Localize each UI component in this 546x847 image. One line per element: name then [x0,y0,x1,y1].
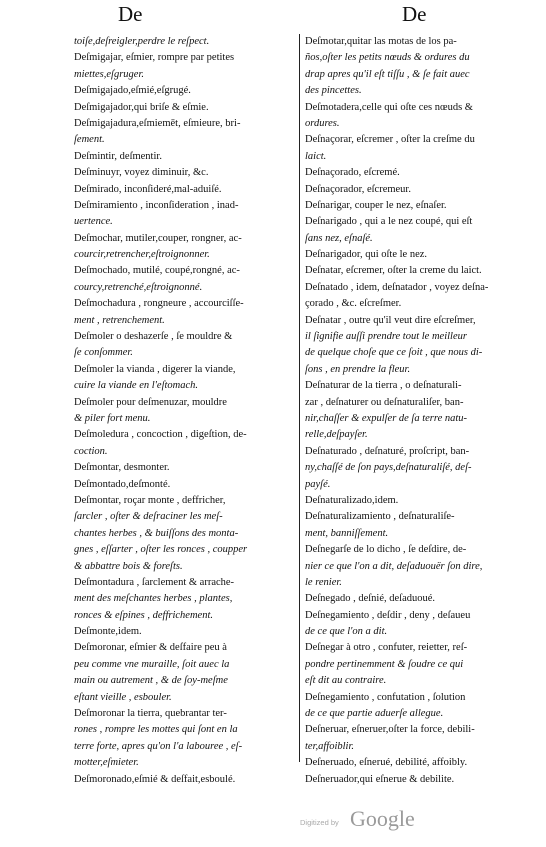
entry-line: Deſmoler o deshazerſe , ſe mouldre & [74,331,233,343]
entry-line: uertence. [74,216,113,228]
entry-line: & piler fort menu. [74,412,151,424]
entry-line: relle,deſpayſer. [305,429,368,441]
column-divider [299,34,300,762]
entry-line: Deſmintir, deſmentir. [74,150,162,162]
entry-line: coction. [74,445,108,457]
entry-line: Deſmochado, mutilé, coupé,rongné, ac- [74,265,240,277]
digitized-by-text: Digitized by [300,818,339,827]
entry-line: Deſneruado, eſnerué, debilité, affoibly. [305,757,468,769]
entry-line: courcy,retrenché,eſtroignonné. [74,281,203,293]
entry-line: Deſmoronar, eſmier & deſfaire peu à [74,642,227,654]
entry-line: toiſe,deſreigler,perdre le reſpect. [74,36,210,47]
entry-line: Deſnegar à otro , confuter, reietter, reſ- [305,642,468,654]
entry-line: ños,oſter les petits nœuds & ordures du [305,52,470,64]
entry-line: Deſmontar, desmonter. [74,462,170,474]
entry-line: terre forte, apres qu'on l'a labouree , eſ- [74,740,243,752]
entry-line: ordures. [305,117,340,129]
entry-line: Deſnarigar, couper le nez, eſnaſer. [305,199,447,211]
entry-line: Deſnatado , idem, deſnatador , voyez deſna- [305,281,489,293]
entry-line: Deſmiramiento , inconſideration , inad- [74,199,239,211]
entry-line: Deſneruador,qui eſnerue & debilite. [305,773,455,785]
entry-line: & abbattre bois & foreſts. [74,560,183,572]
entry-line: pondre pertinemment & ſoudre ce qui [305,658,464,670]
entry-line: Deſmotadera,celle qui oſte ces nœuds & [305,101,473,113]
entry-line: Deſnarigador, qui oſte le nez. [305,249,428,261]
entry-line: ronces & eſpines , deffrichement. [74,609,213,621]
entry-line: peu comme vne muraille, ſoit auec la [74,658,230,670]
entry-line: Deſmigajar, eſmier, rompre par petites [74,52,235,64]
digitization-watermark [300,808,520,838]
entry-line: Deſmoronar la tierra, quebrantar ter- [74,708,227,720]
entry-line: Deſmigajado,eſmié,eſgrugé. [74,85,191,97]
entry-line: payſé. [305,478,331,490]
entry-line: eſt dit au contraire. [305,675,387,687]
entry-line: Deſnatar, eſcremer, oſter la creme du laict. [305,265,482,277]
entry-line: Deſnaçorador, eſcremeur. [305,183,411,195]
entry-line: Deſmotar,quitar las motas de los pa- [305,36,457,47]
entry-line: Deſnatar , outre qu'il veut dire eſcreſmer, [305,314,476,326]
entry-line: miettes,eſgruger. [74,68,144,80]
header-left: De [118,2,143,26]
entry-line: le renier. [305,576,342,588]
entry-line: Deſnaturalizamiento , deſnaturaliſe- [305,511,455,523]
entry-line: courcir,retrencher,eſtroignonner. [74,249,210,261]
entry-line: Deſmontado,deſmonté. [74,478,171,490]
entry-line: Deſmoler la vianda , digerer la viande, [74,363,236,375]
entry-line: motter,eſmieter. [74,757,139,769]
entry-line: des pincettes. [305,85,362,97]
entry-line: Deſnaturado , deſnaturé, proſcript, ban- [305,445,470,457]
entry-line: Deſmontadura , ſarclement & arrache- [74,576,235,588]
entry-line: Deſnegamiento , confutation , ſolution [305,691,466,703]
entry-line: Deſneruar, eſneruer,oſter la force, debili- [305,724,475,736]
entry-line: de ce que l'on a dit. [305,626,388,638]
header-right: De [402,2,427,26]
entry-line: Deſnaturalizado,idem. [305,494,399,506]
entry-line: laict. [305,150,327,162]
entry-line: zar , deſnaturer ou deſnaturaliſer, ban- [305,396,464,408]
entry-line: ter,affoiblir. [305,740,355,752]
entry-line: gnes , eſſarter , oſter les ronces , coupper [74,544,248,556]
entry-line: main ou autrement , & de ſoy-meſme [74,675,228,687]
left-column [74,34,296,788]
entry-line: eſtant vieille , esbouler. [74,691,172,703]
entry-line: nir,chaſſer & expulſer de ſa terre natu- [305,412,468,424]
right-column [305,34,519,788]
entry-line: de quelque choſe que ce ſoit , que nous di- [305,347,483,359]
entry-line: Deſmoronado,eſmié & deſfait,esboulé. [74,773,236,785]
entry-line: Deſmoler pour deſmenuzar, mouldre [74,396,227,408]
entry-line: Deſminuyr, voyez diminuir, &c. [74,167,209,179]
entry-line: Deſmoledura , concoction , digeſtion, de- [74,429,247,441]
entry-line: chantes herbes , & buiſſons des monta- [74,527,239,539]
entry-line: ſons , en prendre la fleur. [305,363,411,375]
entry-line: ment , retrenchement. [74,314,165,326]
entry-line: rones , rompre les mottes qui ſont en la [74,724,238,736]
entry-line: Deſmigajadura,eſmiemēt, eſmieure, bri- [74,117,241,129]
entry-line: ſans nez, eſnaſé. [305,232,373,244]
entry-line: il ſignifie auſſi prendre tout le meilleur [305,331,467,343]
entry-line: Deſnaçorar, eſcremer , oſter la creſme du [305,134,475,146]
entry-line: drap apres qu'il eſt tiſſu , & ſe fait auec [305,68,470,80]
entry-line: Deſnarigado , qui a le nez coupé, qui eſt [305,216,473,228]
entry-line: Deſmirado, inconſideré,mal-aduiſé. [74,183,222,195]
entry-line: Deſmochadura , rongneure , accourciſſe- [74,298,244,310]
entry-line: nier ce que l'on a dit, deſaduouër ſon dire, [305,560,483,572]
entry-line: çorado , &c. eſcreſmer. [305,298,402,310]
entry-line: Deſmontar, roçar monte , deffricher, [74,494,226,506]
entry-line: Deſnegado , deſnié, deſaduoué. [305,593,436,605]
entry-line: ſement. [74,134,105,146]
entry-line: cuire la viande en l'eſtomach. [74,380,199,392]
entry-line: de ce que partie aduerſe allegue. [305,708,444,720]
entry-line: Deſnaturar de la tierra , o deſnaturali- [305,380,462,392]
entry-line: ny,chaſſé de ſon pays,deſnaturaliſé, deſ- [305,462,472,474]
entry-line: ment, banniſſement. [305,527,389,539]
entry-line: Deſnegamiento , deſdir , deny , deſaueu [305,609,471,621]
entry-line: Deſmonte,idem. [74,626,142,638]
entry-line: Deſnegarſe de lo dicho , ſe deſdire, de- [305,544,467,556]
entry-line: Deſmigajador,qui briſe & eſmie. [74,101,209,113]
running-header [0,2,546,32]
entry-line: ſe conſommer. [74,347,133,359]
entry-line: Deſnaçorado, eſcremé. [305,167,400,179]
entry-line: Deſmochar, mutiler,couper, rongner, ac- [74,232,242,244]
entry-line: ſarcler , oſter & deſraciner les meſ- [74,511,223,523]
google-logo: Google [350,806,415,831]
entry-line: ment des meſchantes herbes , plantes, [74,593,233,605]
